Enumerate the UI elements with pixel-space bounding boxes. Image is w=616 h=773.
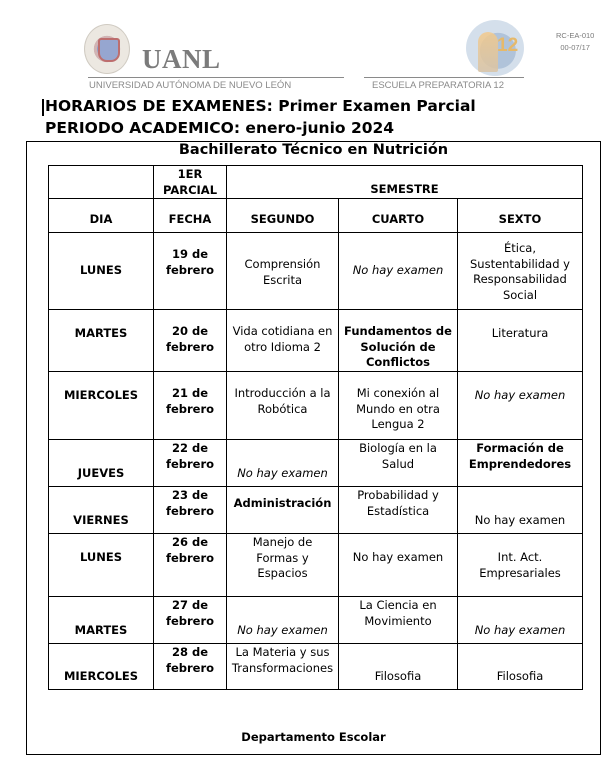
- cell-dia: VIERNES: [49, 487, 154, 534]
- cell-sexto: Literatura: [458, 310, 583, 372]
- cell-fecha: 21 de febrero: [154, 372, 227, 440]
- table-row: [49, 440, 583, 487]
- cell-cuarto: No hay examen: [339, 534, 458, 597]
- cell-fecha: 26 de febrero: [154, 534, 227, 597]
- cell-segundo: Manejo de Formas y Espacios: [227, 534, 339, 597]
- schedule-title: HORARIOS DE EXAMENES: Primer Examen Parcial: [45, 97, 476, 115]
- col-header-segundo: SEGUNDO: [227, 199, 339, 233]
- table-row: [49, 233, 583, 310]
- semestre-header: SEMESTRE: [227, 166, 583, 199]
- prepa-logo-number: 12: [497, 35, 519, 56]
- cell-sexto: No hay examen: [458, 372, 583, 440]
- cell-dia: MIERCOLES: [49, 372, 154, 440]
- cell-fecha: 19 de febrero: [154, 233, 227, 310]
- shield-icon: [98, 38, 120, 62]
- cell-fecha: 27 de febrero: [154, 597, 227, 644]
- cell-cuarto: Probabilidad y Estadística: [339, 487, 458, 534]
- table-row: [49, 597, 583, 644]
- cell-cuarto: Mi conexión al Mundo en otra Lengua 2: [339, 372, 458, 440]
- col-header-cuarto: CUARTO: [339, 199, 458, 233]
- table-row: [49, 534, 583, 597]
- header-row-2: [49, 199, 583, 233]
- cell-sexto: Ética, Sustentabilidad y Responsabilidad Social: [458, 233, 583, 310]
- cell-segundo: Comprensión Escrita: [227, 233, 339, 310]
- parcial-header: 1ER PARCIAL: [154, 166, 227, 199]
- cell-fecha: 22 de febrero: [154, 440, 227, 487]
- cell-cuarto: Biología en la Salud: [339, 440, 458, 487]
- footer-department: Departamento Escolar: [241, 730, 386, 744]
- cell-cuarto: No hay examen: [339, 233, 458, 310]
- school-name: ESCUELA PREPARATORIA 12: [372, 80, 504, 91]
- cell-fecha: 28 de febrero: [154, 644, 227, 690]
- cell-sexto: No hay examen: [458, 487, 583, 534]
- torch-icon: [478, 32, 498, 72]
- uanl-seal-logo: [84, 24, 130, 74]
- cell-sexto: Formación de Emprendedores: [458, 440, 583, 487]
- cell-fecha: 20 de febrero: [154, 310, 227, 372]
- cell-sexto: Int. Act. Empresariales: [458, 534, 583, 597]
- cell-sexto: No hay examen: [458, 597, 583, 644]
- uanl-logo-text: UANL: [142, 44, 221, 74]
- cell-fecha: 23 de febrero: [154, 487, 227, 534]
- program-title: Bachillerato Técnico en Nutrición: [178, 142, 449, 158]
- cell-segundo: No hay examen: [227, 440, 339, 487]
- header-divider: [88, 77, 344, 78]
- cell-cuarto: La Ciencia en Movimiento: [339, 597, 458, 644]
- doc-revision: 00-07/17: [560, 43, 590, 52]
- document-code: [556, 30, 594, 54]
- cell-segundo: Administración: [227, 487, 339, 534]
- table-row: [49, 310, 583, 372]
- table-row: [49, 644, 583, 690]
- cell-segundo: No hay examen: [227, 597, 339, 644]
- cell-dia: JUEVES: [49, 440, 154, 487]
- cell-dia: MARTES: [49, 597, 154, 644]
- table-row: [49, 372, 583, 440]
- header-row-1: [49, 166, 583, 199]
- cell-cuarto: Fundamentos de Solución de Conflictos: [339, 310, 458, 372]
- col-header-sexto: SEXTO: [458, 199, 583, 233]
- cell-dia: MARTES: [49, 310, 154, 372]
- cell-segundo: Introducción a la Robótica: [227, 372, 339, 440]
- col-header-dia: DIA: [49, 199, 154, 233]
- cell-dia: LUNES: [49, 233, 154, 310]
- cell-dia: MIERCOLES: [49, 644, 154, 690]
- cell-segundo: Vida cotidiana en otro Idioma 2: [227, 310, 339, 372]
- header-divider: [364, 77, 524, 78]
- table-row: [49, 487, 583, 534]
- text-cursor: [42, 99, 44, 116]
- cell-sexto: Filosofia: [458, 644, 583, 690]
- cell-segundo: La Materia y sus Transformaciones: [227, 644, 339, 690]
- university-name: UNIVERSIDAD AUTÓNOMA DE NUEVO LEÓN: [89, 80, 292, 91]
- period-title: PERIODO ACADEMICO: enero-junio 2024: [45, 119, 395, 137]
- exam-schedule-table: [48, 165, 583, 690]
- cell-dia: LUNES: [49, 534, 154, 597]
- col-header-fecha: FECHA: [154, 199, 227, 233]
- empty-header-cell: [49, 166, 154, 199]
- doc-code: RC-EA-010: [556, 31, 595, 40]
- cell-cuarto: Filosofia: [339, 644, 458, 690]
